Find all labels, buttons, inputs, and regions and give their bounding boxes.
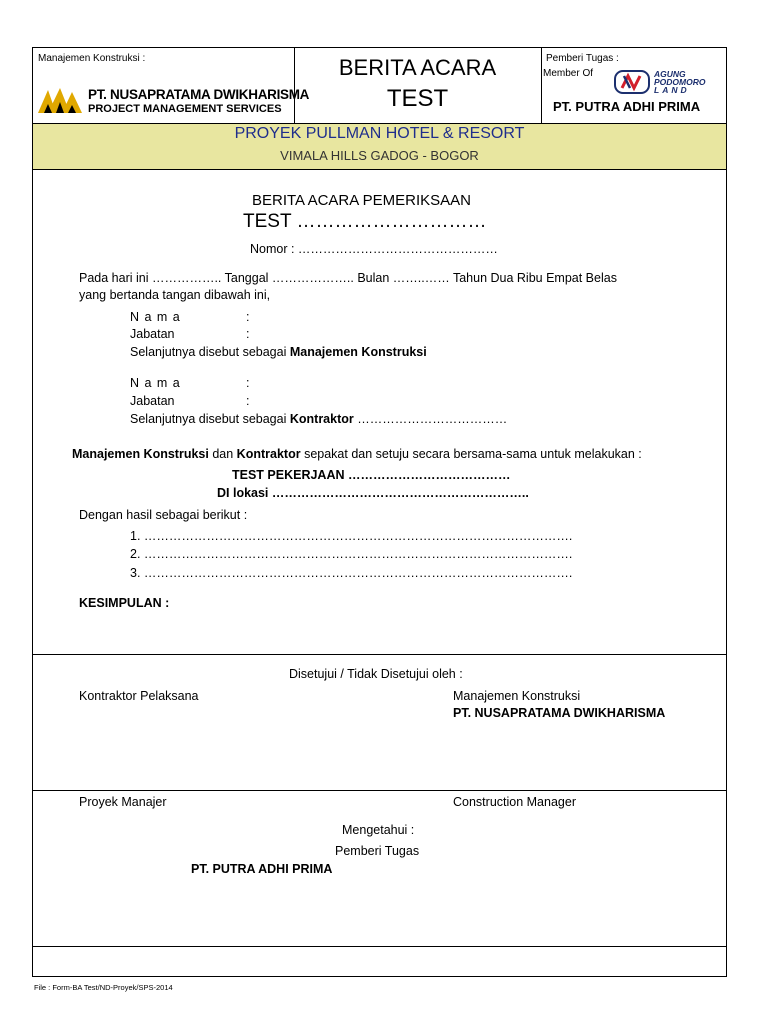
project-divider xyxy=(32,169,727,170)
agung-podomoro-logo-text: AGUNG PODOMORO LAND xyxy=(654,69,706,95)
owner-name: PT. PUTRA ADHI PRIMA xyxy=(553,99,701,114)
agreement-line: Manajemen Konstruksi dan Kontraktor sepakat dan setuju secara bersama-sama untuk melakukan : xyxy=(72,447,642,461)
agung-podomoro-logo-icon xyxy=(614,70,650,94)
party1-jabatan-colon: : xyxy=(246,327,250,341)
file-reference: File : Form-BA Test/ND-Proyek/SPS-2014 xyxy=(34,983,173,992)
company-subtitle: PROJECT MANAGEMENT SERVICES xyxy=(88,103,282,115)
party2-role-line: Selanjutnya disebut sebagai Kontraktor ……………………………… xyxy=(130,412,508,426)
pemberi-tugas-label: Pemberi Tugas xyxy=(335,844,420,858)
proyek-manajer-label: Proyek Manajer xyxy=(79,795,167,809)
result-item: 1. …………………………………………………………………………………………. xyxy=(130,529,573,543)
test-pekerjaan-line: TEST PEKERJAAN ………………………………… xyxy=(232,468,511,482)
document-title: BERITA ACARA xyxy=(338,55,497,80)
mengetahui-label: Mengetahui : xyxy=(342,823,415,837)
nusapratama-logo-icon xyxy=(38,86,84,113)
kontraktor-pelaksana-label: Kontraktor Pelaksana xyxy=(79,689,199,703)
company-name: PT. NUSAPRATAMA DWIKHARISMA xyxy=(88,87,310,102)
construction-manager-label: Construction Manager xyxy=(453,795,576,809)
yang-bertanda-line: yang bertanda tangan dibawah ini, xyxy=(79,288,271,302)
di-lokasi-line: DI lokasi …………………………………………………….. xyxy=(217,486,529,500)
party2-jabatan-colon: : xyxy=(246,394,250,408)
dengan-hasil-line: Dengan hasil sebagai berikut : xyxy=(79,508,248,522)
party2-nama-colon: : xyxy=(246,376,250,390)
body-divider xyxy=(32,654,727,655)
owner-caption: Pemberi Tugas : xyxy=(546,53,619,64)
result-item: 2. …………………………………………………………………………………………. xyxy=(130,547,573,561)
kesimpulan-label: KESIMPULAN : xyxy=(79,596,170,610)
signature-divider xyxy=(32,790,727,791)
mk-caption: Manajemen Konstruksi : xyxy=(38,53,146,64)
party2-jabatan-label: Jabatan xyxy=(130,394,175,408)
header-vline-right xyxy=(541,47,542,123)
member-of-label: Member Of xyxy=(543,68,594,79)
party1-jabatan-label: Jabatan xyxy=(130,327,175,341)
pada-hari-line: Pada hari ini …………….. Tanggal ……………….. Bulan ……..…… Tahun Dua Ribu Empat Belas xyxy=(79,271,617,285)
party2-nama-label: N a m a xyxy=(130,376,181,390)
body-subtitle: TEST ………………………… xyxy=(243,211,487,232)
owner-signature-company: PT. PUTRA ADHI PRIMA xyxy=(191,862,333,876)
project-name: PROYEK PULLMAN HOTEL & RESORT xyxy=(234,125,525,142)
party1-nama-colon: : xyxy=(246,310,250,324)
disetujui-label: Disetujui / Tidak Disetujui oleh : xyxy=(289,667,463,681)
mk-signature-label: Manajemen Konstruksi xyxy=(453,689,581,703)
body-title: BERITA ACARA PEMERIKSAAN xyxy=(252,192,471,209)
nomor-line: Nomor : ………………………………………… xyxy=(250,242,498,256)
project-location: VIMALA HILLS GADOG - BOGOR xyxy=(280,148,479,163)
document-title-test: TEST xyxy=(386,85,449,112)
party1-nama-label: N a m a xyxy=(130,310,181,324)
result-item: 3. …………………………………………………………………………………………. xyxy=(130,566,573,580)
header-divider xyxy=(32,123,727,124)
mk-signature-company: PT. NUSAPRATAMA DWIKHARISMA xyxy=(453,706,666,720)
party1-role-line: Selanjutnya disebut sebagai Manajemen Konstruksi xyxy=(130,345,427,359)
bottom-divider xyxy=(32,946,727,947)
